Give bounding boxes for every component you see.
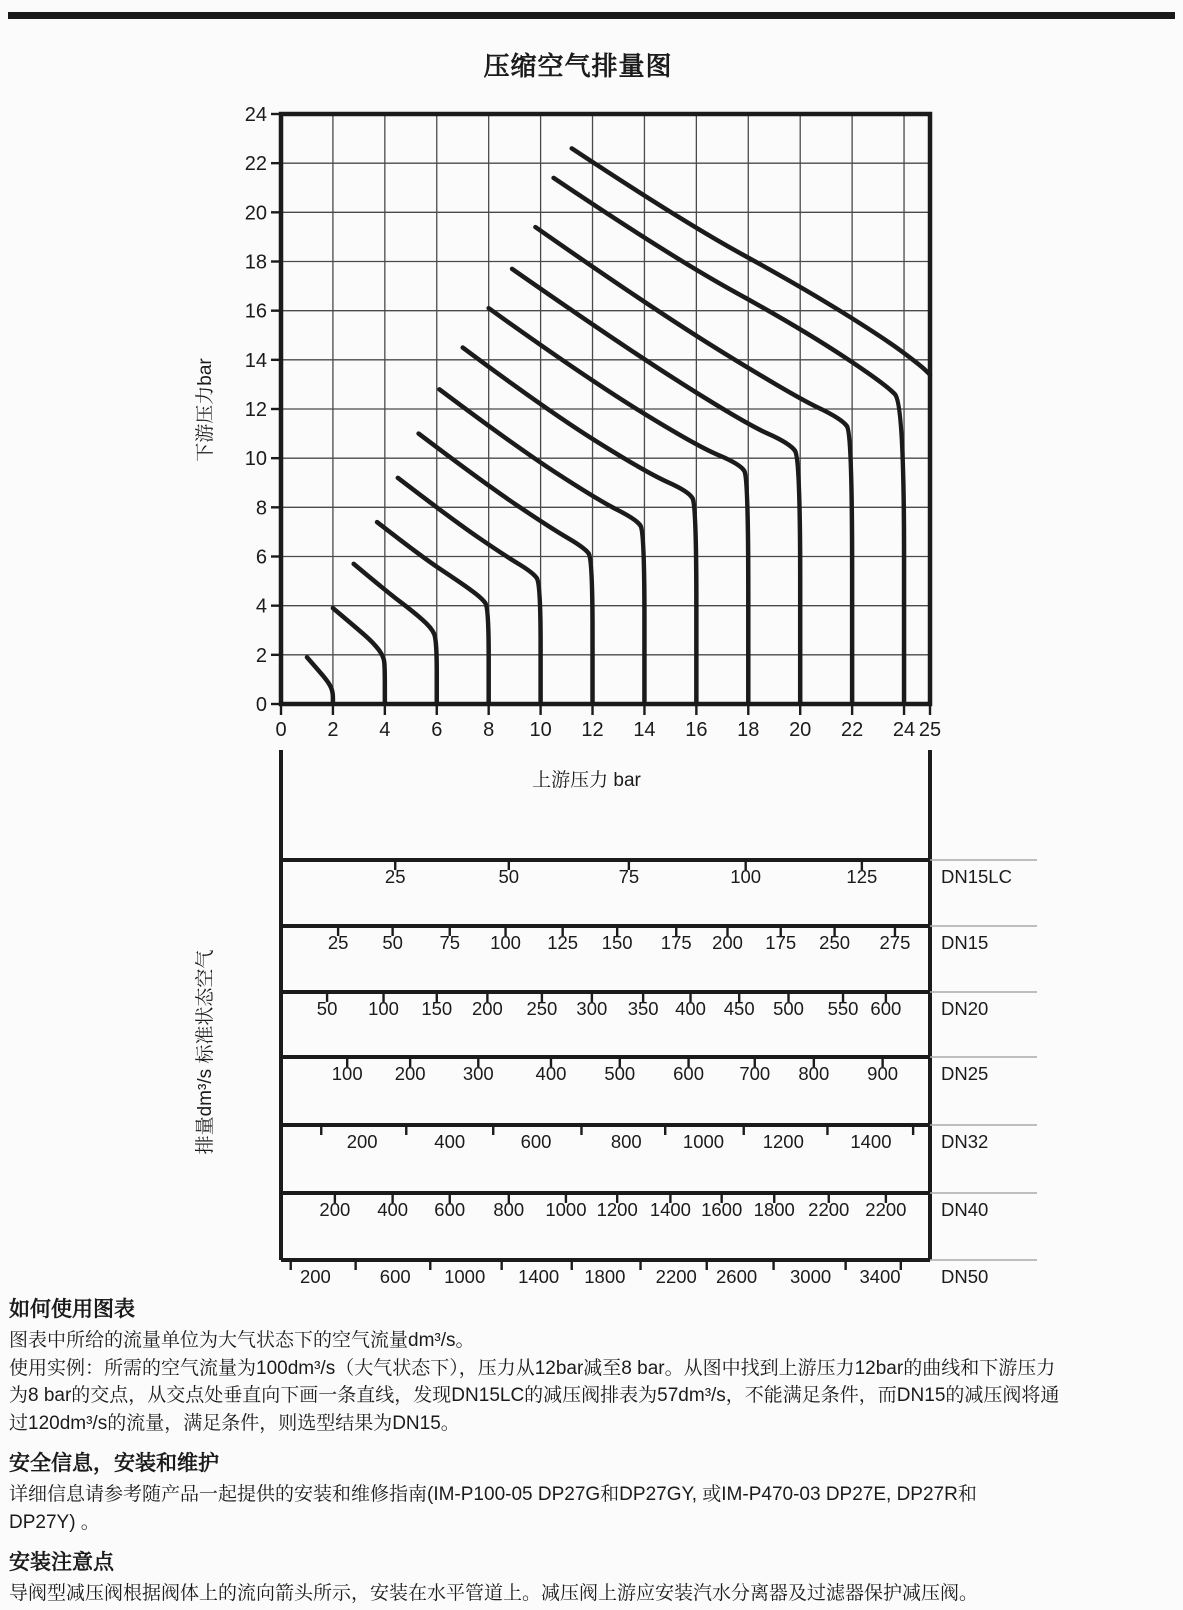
flow-value: 600: [870, 998, 902, 1019]
flow-value: 250: [526, 998, 558, 1019]
y-tick-label: 10: [244, 448, 267, 471]
flow-value: 100: [490, 932, 521, 953]
flow-value: 1200: [596, 1199, 638, 1220]
note-line: 图表中所给的流量单位为大气状态下的空气流量dm³/s。: [9, 1330, 475, 1351]
x-tick-label: 25: [918, 719, 942, 741]
flow-value: 1400: [518, 1266, 560, 1287]
flow-value: 600: [434, 1199, 466, 1220]
flow-value: 800: [493, 1199, 525, 1220]
flow-value: 25: [327, 932, 349, 953]
flow-value: 1600: [701, 1199, 743, 1220]
note-line: 为8 bar的交点，从交点处垂直向下画一条直线，发现DN15LC的减压阀排表为57dm³/s，不能满足条件，而DN15的减压阀将通: [9, 1385, 1060, 1406]
flow-value: 700: [739, 1063, 771, 1084]
x-tick-label: 4: [379, 719, 391, 741]
flow-value: 200: [712, 932, 743, 953]
curve-upstream-16bar: [463, 348, 697, 704]
flow-value: 50: [498, 866, 520, 887]
flow-value: 275: [879, 932, 911, 953]
flow-value: 2600: [716, 1266, 758, 1287]
flow-value: 2200: [808, 1199, 850, 1220]
flow-value: 50: [382, 932, 403, 953]
flow-value: 1000: [444, 1266, 486, 1287]
x-tick-label: 14: [633, 719, 656, 741]
flow-value: 25: [384, 866, 406, 887]
flow-value: 1800: [584, 1266, 626, 1287]
page-title: 压缩空气排量图: [483, 51, 673, 81]
y-tick-label: 12: [244, 399, 267, 421]
flow-value: 125: [547, 932, 579, 953]
flow-value: 200: [471, 998, 503, 1019]
note-line: DP27Y) 。: [9, 1511, 100, 1533]
flow-value: 600: [379, 1266, 411, 1287]
flow-value: 800: [798, 1063, 830, 1084]
flow-value: 3400: [859, 1266, 901, 1287]
flow-value: 500: [604, 1063, 636, 1084]
flow-value: 400: [377, 1199, 409, 1220]
flow-value: 1000: [545, 1199, 587, 1220]
flow-value: 350: [627, 998, 659, 1019]
notes-block: [9, 1296, 1177, 1608]
x-tick-label: 0: [275, 719, 287, 741]
y-tick-label: 8: [255, 497, 267, 520]
flow-value: 300: [576, 998, 608, 1019]
y-axis-title: 下游压力bar: [195, 358, 216, 462]
flow-value: 1000: [682, 1131, 725, 1152]
note-section-safety: [9, 1450, 1177, 1536]
x-tick-label: 12: [581, 719, 604, 741]
note-section-how-to-use: [9, 1296, 1177, 1437]
y-tick-label: 0: [255, 694, 267, 716]
y-tick-label: 18: [244, 251, 267, 274]
flow-value: 175: [765, 932, 797, 953]
section-heading: 安全信息，安装和维护: [9, 1452, 219, 1475]
row-label-DN50: DN50: [941, 1266, 989, 1287]
flow-value: 200: [319, 1199, 351, 1220]
y-tick-label: 4: [255, 595, 267, 618]
flow-value: 175: [660, 932, 692, 953]
flow-value: 400: [675, 998, 706, 1019]
flow-value: 50: [316, 998, 338, 1019]
flow-value: 150: [601, 932, 633, 953]
y-tick-label: 22: [244, 153, 267, 176]
flow-value: 100: [368, 998, 399, 1019]
flow-value: 500: [773, 998, 804, 1019]
curve-upstream-22bar: [535, 227, 852, 704]
y-tick-label: 6: [255, 546, 267, 569]
flow-value: 100: [331, 1063, 363, 1084]
flow-value: 400: [535, 1063, 567, 1084]
flow-value: 600: [673, 1063, 705, 1084]
flow-value: 200: [346, 1131, 378, 1152]
note-line: 导阀型减压阀根据阀体上的流向箭头所示，安装在水平管道上。减压阀上游应安装汽水分离器及过滤器保护减压阀。: [9, 1583, 979, 1604]
row-label-DN25: DN25: [941, 1063, 989, 1084]
x-tick-label: 20: [789, 719, 812, 741]
curve-upstream-8bar: [377, 522, 489, 704]
flow-value: 400: [434, 1131, 466, 1152]
row-label-DN40: DN40: [941, 1199, 989, 1220]
flow-value: 3000: [790, 1266, 832, 1287]
flow-value: 200: [394, 1063, 426, 1084]
y-tick-label: 24: [244, 104, 267, 126]
flow-value: 125: [846, 866, 878, 887]
row-label-DN32: DN32: [941, 1131, 989, 1152]
flow-value: 1400: [649, 1199, 691, 1220]
y-tick-label: 20: [244, 202, 267, 225]
x-tick-label: 10: [529, 719, 552, 741]
flow-axis-title: 排量dm³/s 标准状态空气: [195, 949, 216, 1155]
x-tick-label: 22: [840, 719, 864, 741]
flow-value: 900: [867, 1063, 899, 1084]
flow-value: 250: [819, 932, 851, 953]
x-axis-title: 上游压力 bar: [532, 770, 641, 791]
flow-value: 2200: [655, 1266, 697, 1287]
flow-value: 100: [730, 866, 762, 887]
note-line: 使用实例：所需的空气流量为100dm³/s（大气状态下），压力从12bar减至8 bar。从图中找到上游压力12bar的曲线和下游压力: [9, 1357, 1056, 1379]
x-tick-label: 2: [327, 719, 339, 741]
section-heading: 如何使用图表: [9, 1298, 135, 1321]
row-label-DN15LC: DN15LC: [941, 866, 1012, 887]
flow-value: 150: [421, 998, 453, 1019]
flow-value: 75: [618, 866, 640, 887]
curve-upstream-4bar: [333, 608, 385, 704]
section-heading: 安装注意点: [9, 1551, 114, 1574]
curve-upstream-18bar: [489, 308, 749, 704]
flow-value: 2200: [865, 1199, 907, 1220]
x-tick-label: 18: [737, 719, 760, 741]
note-line: 过120dm³/s的流量，满足条件，则选型结果为DN15。: [9, 1412, 460, 1434]
curve-upstream-2bar: [307, 657, 333, 704]
flow-value: 1800: [753, 1199, 795, 1220]
note-section-installation: [9, 1549, 1177, 1608]
flow-value: 75: [439, 932, 461, 953]
row-label-DN15: DN15: [941, 932, 989, 953]
x-tick-label: 6: [431, 719, 443, 741]
flow-value: 800: [610, 1131, 642, 1152]
x-tick-label: 8: [483, 719, 495, 741]
row-label-DN20: DN20: [941, 998, 989, 1019]
flow-value: 550: [827, 998, 859, 1019]
curve-upstream-20bar: [512, 269, 800, 704]
flow-value: 300: [462, 1063, 494, 1084]
y-tick-label: 16: [244, 300, 267, 323]
flow-value: 450: [723, 998, 755, 1019]
flow-value: 1400: [850, 1131, 892, 1152]
y-tick-label: 2: [255, 644, 267, 667]
note-line: 详细信息请参考随产品一起提供的安装和维修指南(IM-P100-05 DP27G和DP27GY, 或IM-P470-03 DP27E, DP27R和: [9, 1484, 977, 1505]
curve-upstream-12bar: [419, 434, 593, 704]
x-tick-label: 16: [685, 719, 708, 741]
flow-value: 600: [520, 1131, 552, 1152]
y-tick-label: 14: [244, 349, 267, 372]
flow-value: 200: [299, 1266, 331, 1287]
flow-value: 1200: [762, 1131, 804, 1152]
x-tick-label: 24: [892, 719, 916, 741]
